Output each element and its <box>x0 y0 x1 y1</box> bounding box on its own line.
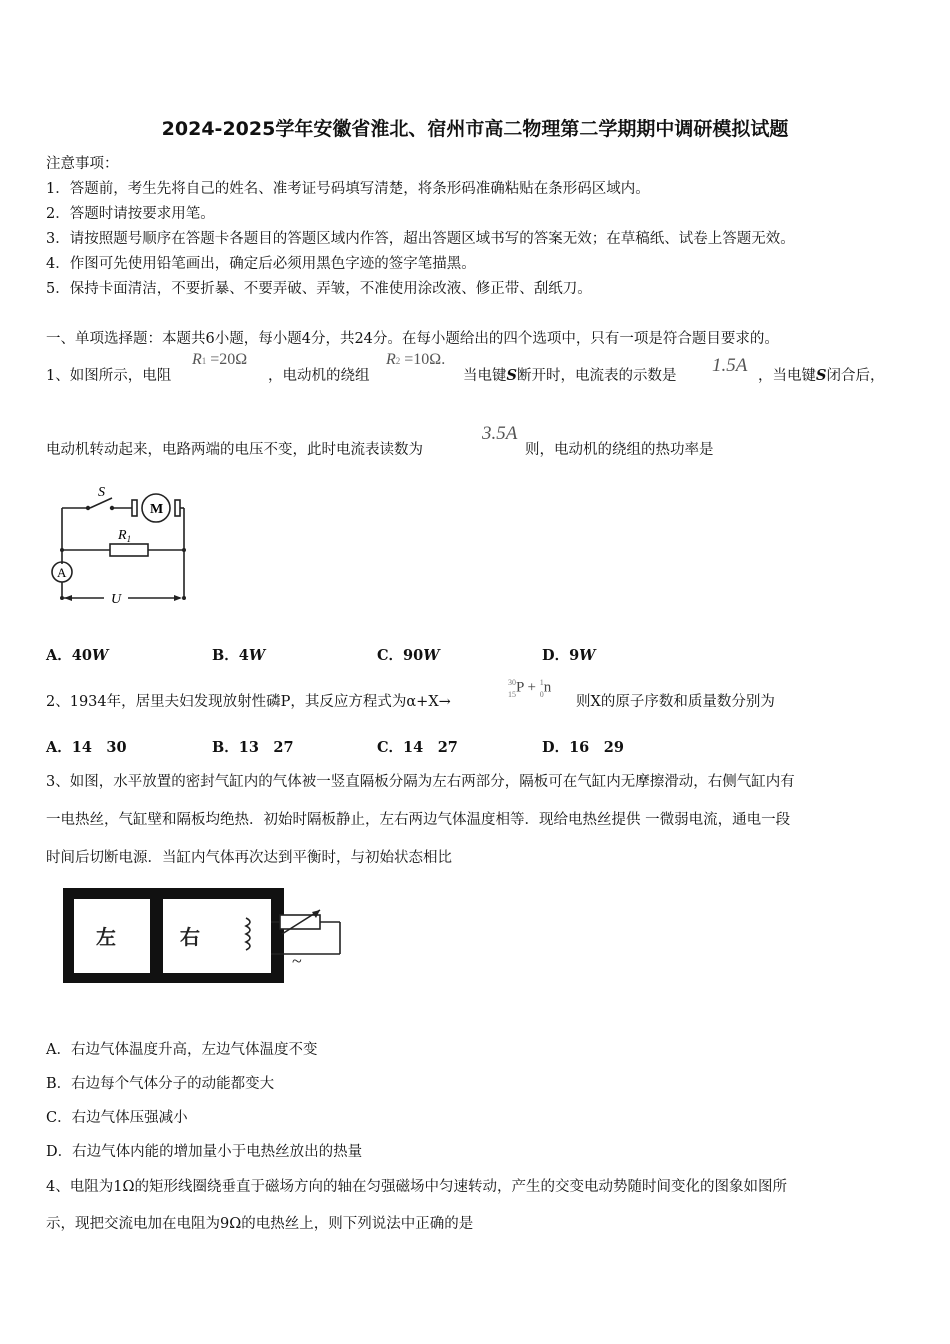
q3-cylinder-diagram <box>58 884 358 994</box>
q1-current1: 1.5A <box>712 355 748 376</box>
q2-option-c: C．14 27 <box>377 739 458 756</box>
q1-option-a: A．40W <box>46 647 109 664</box>
q3-option-d: D．右边气体内能的增加量小于电热丝放出的热量 <box>46 1144 363 1160</box>
q1-text: 电动机转动起来，电路两端的电压不变，此时电流表读数为 <box>46 442 423 458</box>
note-item: 2．答题时请按要求用笔。 <box>46 206 215 222</box>
q3-left-label: 左 <box>96 927 116 949</box>
q1-text: ，电动机的绕组 <box>268 368 370 384</box>
q1-switch-label: S <box>98 485 105 500</box>
q1-r2: R2 =10Ω. <box>386 351 446 368</box>
q1-ammeter-label: A <box>57 565 67 580</box>
q1-voltage-label: U <box>111 592 122 607</box>
q3-option-b: B．右边每个气体分子的动能都变大 <box>46 1076 275 1092</box>
q1-text: ，当电键S闭合后， <box>758 367 885 384</box>
q3-text: 时间后切断电源．当缸内气体再次达到平衡时，与初始状态相比 <box>46 850 452 866</box>
q2-option-a: A．14 30 <box>46 739 127 756</box>
q3-option-a: A．右边气体温度升高，左边气体温度不变 <box>46 1042 318 1058</box>
q1-text: 则，电动机的绕组的热功率是 <box>525 442 714 458</box>
q4-text: 4、电阻为1Ω的矩形线圈绕垂直于磁场方向的轴在匀强磁场中匀速转动，产生的交变电动势随时间变化的图象如图所 <box>46 1179 787 1195</box>
q1-text: 当电键S断开时，电流表的示数是 <box>463 367 677 384</box>
q3-right-label: 右 <box>180 927 200 949</box>
q1-resistor-label: $R_1$ <box>118 528 132 544</box>
q1-r1: R1 =20Ω <box>192 351 248 368</box>
q2-text: 则X的原子序数和质量数分别为 <box>576 694 775 710</box>
q1-motor-label: M <box>150 502 164 517</box>
q2-option-d: D．16 29 <box>542 739 624 756</box>
page-title: 2024-2025学年安徽省淮北、宿州市高二物理第二学期期中调研模拟试题 <box>161 118 789 140</box>
note-item: 4．作图可先使用铅笔画出，确定后必须用黑色字迹的签字笔描黑。 <box>46 256 476 272</box>
q2-equation-products: 30 15P + 1 0n <box>508 678 552 699</box>
note-item: 5．保持卡面清洁，不要折暴、不要弄破、弄皱，不准使用涂改液、修正带、刮纸刀。 <box>46 281 592 297</box>
q1-text: 1、如图所示，电阻 <box>46 368 172 384</box>
q3-text: 一电热丝，气缸壁和隔板均绝热．初始时隔板静止，左右两边气体温度相等．现给电热丝提供 一微弱电流，通电一段 <box>46 812 791 828</box>
q2-stem: 2、1934年，居里夫妇发现放射性磷P，其反应方程式为α+X→ <box>46 694 451 710</box>
q4-text: 示，现把交流电加在电阻为9Ω的电热丝上，则下列说法中正确的是 <box>46 1216 474 1232</box>
note-item: 1．答题前，考生先将自己的姓名、准考证号码填写清楚，将条形码准确粘贴在条形码区域内。 <box>46 181 650 197</box>
q1-option-b: B．4W <box>212 647 266 664</box>
q1-current2: 3.5A <box>482 423 518 444</box>
notes-heading: 注意事项： <box>46 156 119 172</box>
q3-text: 3、如图，水平放置的密封气缸内的气体被一竖直隔板分隔为左右两部分，隔板可在气缸内无摩擦滑动，右侧气缸内有 <box>46 774 795 790</box>
q1-option-c: C．90W <box>377 647 440 664</box>
q3-ac-symbol: ~ <box>292 951 302 971</box>
q1-option-d: D．9W <box>542 647 596 664</box>
note-item: 3．请按照题号顺序在答题卡各题目的答题区域内作答，超出答题区域书写的答案无效；在草稿纸、试卷上答题无效。 <box>46 231 795 247</box>
q3-option-c: C．右边气体压强减小 <box>46 1110 188 1126</box>
section-heading: 一、单项选择题：本题共6小题，每小题4分，共24分。在每小题给出的四个选项中，只有一项是符合题目要求的。 <box>46 331 779 347</box>
q1-circuit-diagram <box>44 480 194 610</box>
q2-option-b: B．13 27 <box>212 739 294 756</box>
